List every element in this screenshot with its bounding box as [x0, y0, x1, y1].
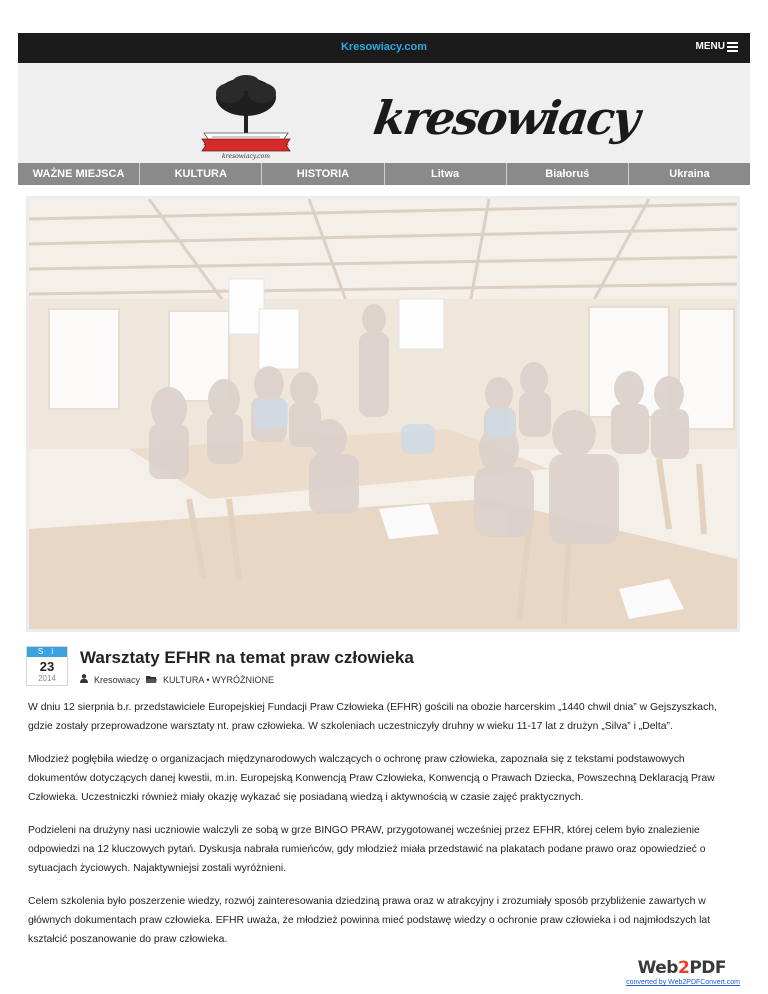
paragraph: Celem szkolenia było poszerzenie wiedzy, rozwój zainteresowania dziedziną prawa oraz w atrakcyjny i zrozumiały sposób przybliżenie zawartych w głównych dokumentach praw człowieka. EFHR uważa, że młodzież powinna mieć podstawę wiedzy o ochronie praw człowieka i od najmłodszych lat kształcić poszanowanie do praw człowieka.	[28, 896, 711, 945]
hamburger-icon	[727, 42, 738, 51]
nav-item-historia[interactable]: HISTORIA	[262, 163, 384, 185]
user-icon	[80, 674, 88, 685]
folder-icon	[146, 675, 157, 685]
web2pdf-logo-web: Web	[637, 958, 678, 978]
nav-item-kultura[interactable]: KULTURA	[140, 163, 262, 185]
menu-button[interactable]	[696, 41, 738, 52]
post-categories-link[interactable]: KULTURA • WYRÓŻNIONE	[163, 674, 275, 685]
web2pdf-logo-two: 2	[677, 958, 690, 978]
workshop-photo	[29, 199, 737, 629]
paragraph: Młodzież pogłębiła wiedzę o organizacjach międzynarodowych walczących o ochronę praw człowieka, zapoznała się z tekstami podstawowych dokumentów dotyczących danej kwestii, m.in. Europejską Konwencją Praw Człowieka, Konwencją o Prawach Dziecka, Powszechną Deklaracją Praw Człowieka. Uczestniczki również miały okazję wykazać się posiadaną wiedzą i aktywnością w czasie zajęć praktycznych.	[28, 754, 715, 803]
web2pdf-watermark	[612, 958, 740, 988]
post-meta	[80, 674, 274, 685]
site-logo-text[interactable]: kresowiacy	[370, 91, 642, 145]
paragraph: Podzieleni na drużyny nasi uczniowie walczyli ze sobą w grze BINGO PRAW, przygotowanej wcześniej przez EFHR, której celem było znalezienie odpowiedzi na 12 kluczowych pytań. Dyskusja nabrała rumieńców, gdy młodzież miała przedstawić na plakatach podane prawo oraz opowiedzieć o sytuacjach życiowych. Najaktywniejsi zostali wyróżnieni.	[28, 825, 706, 874]
nav-item-bialorus[interactable]: Białoruś	[507, 163, 629, 185]
paragraph: W dniu 12 sierpnia b.r. przedstawiciele Europejskiej Fundacji Praw Człowieka (EFHR) gościli na obozie harcerskim „1440 chwil dnia” w Gejszyszkach, gdzie zostały przeprowadzone warsztaty nt. praw człowieka. W szkoleniach uczestniczyły druhny w wieku 11-17 lat z drużyn „Silva” i „Delta”.	[28, 702, 717, 732]
featured-image	[26, 196, 740, 632]
web2pdf-logo[interactable]	[638, 958, 726, 978]
converted-by-link[interactable]: converted by Web2PDFConvert.com	[626, 979, 740, 986]
nav-item-wazne-miejsca[interactable]: WAŻNE MIEJSCA	[18, 163, 140, 185]
post-author-link[interactable]: Kresowiacy	[94, 674, 141, 685]
nav-item-ukraina[interactable]: Ukraina	[669, 168, 710, 180]
post-content	[28, 698, 740, 963]
emblem-caption: kresowiacy.com	[222, 153, 270, 160]
site-header	[18, 63, 750, 163]
top-bar	[18, 33, 750, 63]
site-name-link[interactable]: Kresowiacy.com	[340, 41, 427, 53]
date-year: 2014	[38, 674, 56, 683]
date-day: 23	[39, 659, 55, 674]
nav-item-litwa[interactable]: Litwa	[385, 163, 507, 185]
logo-emblem[interactable]	[198, 75, 294, 161]
post-date-badge	[26, 646, 68, 686]
post-title: Warsztaty EFHR na temat praw człowieka	[80, 648, 414, 667]
menu-label: MENU	[695, 41, 725, 52]
main-navigation	[18, 163, 750, 185]
web2pdf-logo-pdf: PDF	[689, 958, 726, 978]
date-weekday: S i	[27, 647, 67, 657]
